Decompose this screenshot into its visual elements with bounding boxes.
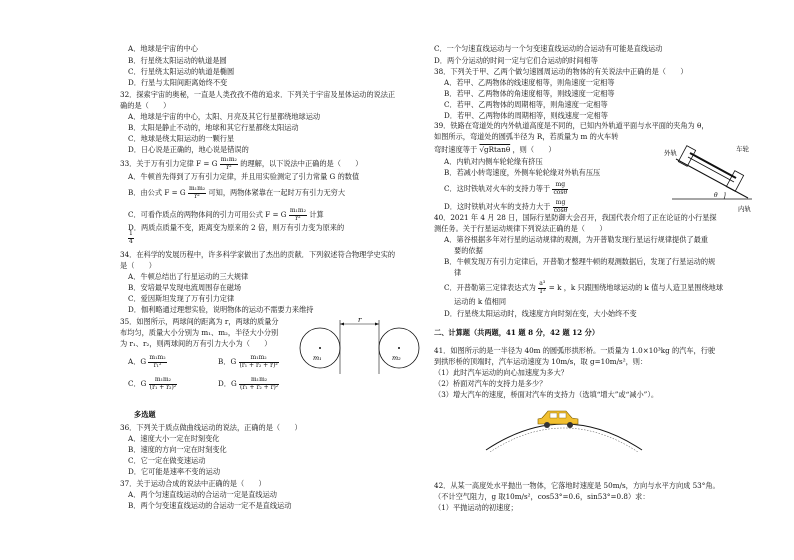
q38-option-c: C．若甲、乙两物体的周期相等，则角速度一定相等 xyxy=(444,100,608,109)
q33-stem-end: 的理解，以下说法中正确的是（ ） xyxy=(240,159,363,168)
q35-option-b: B．G $\frac{\text{m₁m₂}}{\text{(r₁ + r₂ + r)²}}$ xyxy=(218,354,278,369)
q35-stem-2: 布均匀，质量大小分别为 m₁、m₂，半径大小分别 xyxy=(120,328,279,337)
q40-option-a: A．第谷根据多年对行星的运动规律的观测，为开普勒发现行星运行规律提供了最重 xyxy=(444,235,708,244)
section-multiple-choice: 多选题 xyxy=(134,410,156,419)
q38-option-a: A．若甲、乙两物体的线速度相等，则角速度一定相等 xyxy=(444,78,615,87)
q32-stem-cont: 确的是（ ） xyxy=(120,101,171,110)
inner-rail-label: 内轨 xyxy=(738,205,751,213)
mass-2-label: m₂ xyxy=(392,354,401,362)
q33-option-b-end: 可知，两物体紧靠在一起时万有引力无穷大 xyxy=(208,188,346,197)
q32-option-a: A．地球是宇宙的中心，太阳、月亮及其它行星都绕地球运动 xyxy=(128,112,321,121)
q32-option-d: D．日心说是正确的，地心说是错误的 xyxy=(128,145,249,154)
q39-stem: 39．铁路在弯道处的内外轨道高度是不同的，已知内外轨道平面与水平面的夹角为 θ， xyxy=(434,121,709,130)
q41-sub-3: （3）增大汽车的速度，桥面对汽车的支持力（选填“增大”或“减小”）。 xyxy=(434,390,659,399)
q35-option-a: A．G $\frac{\text{m₁m₂}}{\text{r₁²}}$ xyxy=(128,354,166,369)
q41-sub-1: （1）此时汽车运动的向心加速度为多大？ xyxy=(434,368,568,377)
q35-option-a-label: A．G xyxy=(128,357,147,366)
q37-option-a: A．两个匀速直线运动的合运动一定是直线运动 xyxy=(128,490,277,499)
q39-speed-formula: √gRtanθ xyxy=(479,145,511,154)
q38-stem: 38．下列关于甲、乙两个做匀速圆周运动的物体的有关说法中正确的是（ ） xyxy=(434,67,688,76)
q37-option-d: D．两个分运动的时间一定与它们合运动的时间相等 xyxy=(434,56,598,65)
q31-option-d: D．行星与太阳间距离始终不变 xyxy=(128,78,228,87)
q38-option-d: D．若甲、乙两物体的周期相等，则线速度一定相等 xyxy=(444,111,608,120)
wheel-label: 车轮 xyxy=(736,145,749,153)
q31-option-b: B．行星绕太阳运动的轨道是圆 xyxy=(128,56,227,65)
q40-stem-2: 测任务。关于行星运动规律下列说法正确的是（ ） xyxy=(434,224,607,233)
q36-option-b: B．速度的方向一定在时刻变化 xyxy=(128,445,227,454)
q39-option-c xyxy=(444,182,568,196)
q33-fraction: $\frac{\text{m₁m₂}}{\text{r²}}$ xyxy=(220,156,237,171)
q35-stem-3: 为 r₁、r₂，则两球间的万有引力大小为（ ） xyxy=(120,339,272,348)
q34-option-c: C．爱因斯坦发现了万有引力定律 xyxy=(128,294,235,303)
q33-option-b: B．由公式 F = G $\frac{\text{m₁m₂}}{\text{r²}}$ 可知，两物体紧靠在一起时万有引力无穷大 xyxy=(128,185,346,200)
q39-stem-3-end: ，则（ ） xyxy=(512,145,556,154)
q33-option-d-fraction xyxy=(128,231,134,245)
q42-sub-1: （1）平抛运动的初速度； xyxy=(434,503,518,512)
q37-option-c: C．一个匀速直线运动与一个匀变速直线运动的合运动有可能是直线运动 xyxy=(434,44,663,53)
q37-option-b: B．两个匀变速直线运动的合运动一定不是直线运动 xyxy=(128,501,292,510)
q39-option-d xyxy=(444,200,568,214)
q35-stem: 35．如图所示，两球间的距离为 r，两球的质量分 xyxy=(120,317,279,326)
q40-option-c-text: C．开普勒第三定律表达式为 xyxy=(444,283,536,292)
q42-stem: 42．从某一高度处水平抛出一物体，它落地时速度是 50m/s，方向与水平方向成 53°角。 xyxy=(434,481,720,490)
q34-option-b: B．安培最早发现电流周围存在磁场 xyxy=(128,283,242,292)
q35-option-b-label: B．G xyxy=(218,357,237,366)
q41-sub-2: （2）桥面对汽车的支持力是多少？ xyxy=(434,379,547,388)
q32-option-c: C．地球是绕太阳运动的一颗行星 xyxy=(128,134,235,143)
q40-option-c-end: ，k 只跟围绕地球运动的 k 值与人造卫星围绕地球 xyxy=(563,283,724,292)
q36-option-a: A．速度大小一定在时刻变化 xyxy=(128,434,220,443)
q39-stem-3-text: 弯时速度等于 xyxy=(434,145,478,154)
q40-stem: 40．2021 年 4 月 28 日，国际行星防御大会召开，我国代表介绍了正在论证的小行星探 xyxy=(434,213,717,222)
q37-stem: 37．关于运动合成的说法中正确的是（ ） xyxy=(120,479,266,488)
distance-label: r xyxy=(358,316,362,324)
q40-option-b-cont: 律 xyxy=(454,268,462,277)
q36-option-c: C．它一定在做变速运动 xyxy=(128,456,206,465)
frac-den: T² xyxy=(539,287,546,295)
q33-option-c-end: 计算 xyxy=(309,210,324,219)
q33-option-d: D．两质点质量不变，距离变为原来的 2 倍，则万有引力变为原来的 xyxy=(128,223,345,232)
frac-den: 4 xyxy=(129,237,133,245)
q33-option-a: A．牛顿首先得到了万有引力定律，并且用实验测定了引力常量 G 的数值 xyxy=(128,172,360,181)
q31-option-c: C．行星绕太阳运动的轨道是椭圆 xyxy=(128,67,235,76)
q35-option-c: C．G $\frac{\text{m₁m₂}}{\text{(r₁ + r₂)²}}$ xyxy=(128,376,177,391)
frac-num: mg xyxy=(553,200,569,208)
q40-option-b: B．牛顿发现万有引力定律后，开普勒才整理牛顿的观测数据后，发现了行星运动的规 xyxy=(444,257,716,266)
q40-option-a-cont: 要的依据 xyxy=(454,246,483,255)
section-calculation: 二、计算题（共两题，41 题 8 分，42 题 12 分） xyxy=(434,328,600,337)
q34-option-a: A．牛顿总结出了行星运动的三大规律 xyxy=(128,272,249,281)
q35-option-d-label: D．G xyxy=(218,379,237,388)
q32-stem: 32．探索宇宙的奥秘，一直是人类孜孜不倦的追求．下列关于宇宙及星体运动的说法正 xyxy=(120,90,396,99)
q35-option-c-label: C．G xyxy=(128,379,147,388)
frac-den: cosθ xyxy=(553,206,568,214)
q33-option-c: C．可看作质点的两物体间的引力可用公式 F = G $\frac{\text{m₁m₂}}{\text{r²}}$ 计算 xyxy=(128,207,324,222)
q36-option-d: D．它可能是速率不变的运动 xyxy=(128,467,221,476)
q36-stem: 36．下列关于质点做曲线运动的说法，正确的是（ ） xyxy=(120,423,302,432)
two-spheres-figure xyxy=(298,316,422,376)
q33-option-c-text: C．可看作质点的两物体间的引力可用公式 xyxy=(128,210,263,219)
outer-rail-label: 外轨 xyxy=(664,149,677,157)
q39-option-b: B．若减小转弯速度，外侧车轮轮缘对外轨有压压 xyxy=(444,168,601,177)
arch-bridge-figure xyxy=(484,396,644,452)
frac-den: cosθ xyxy=(553,188,568,196)
angle-theta-label: θ xyxy=(714,192,718,199)
q31-option-a: A．地球是宇宙的中心 xyxy=(128,44,198,53)
q33-formula: F = G xyxy=(196,159,218,168)
q34-stem-cont: 是（ ） xyxy=(120,261,156,270)
q42-stem-2: （不计空气阻力，g 取10m/s²，cos53°=0.6，sin53°=0.8）求： xyxy=(434,492,650,501)
q40-option-c: C．开普勒第三定律表达式为 $\frac{\text{a³}}{\text{T²}}$ = k ，k 只跟围绕地球运动的 k 值与人造卫星围绕地球 xyxy=(444,280,724,295)
q41-stem: 41．如图所示的是一半径为 40m 的圆弧形拱形桥。一质量为 1.0×10³kg 的汽车，行驶 xyxy=(434,346,716,355)
q33-stem-text: 33．关于万有引力定律 xyxy=(120,159,194,168)
q38-option-b: B．若甲、乙两物体的角速度相等，则线速度一定相等 xyxy=(444,89,615,98)
mass-1-label: m₁ xyxy=(313,354,322,362)
q39-option-d-text: D．这时铁轨对火车的支持力大于 xyxy=(444,202,551,211)
q39-stem-3 xyxy=(434,145,556,154)
q34-option-d: D．伽利略通过理想实验，说明物体的运动不需要力来维持 xyxy=(128,305,314,314)
frac-num: mg xyxy=(552,182,568,190)
q35-option-d: D．G $\frac{\text{m₁m₂}}{\text{(r₁ + r₂ + r)²}}$ xyxy=(218,376,279,391)
frac-num: 1 xyxy=(129,230,133,237)
q33-stem xyxy=(120,157,362,171)
q40-option-c-cont: 运动的 k 值相同 xyxy=(454,297,507,306)
railway-curve-figure xyxy=(664,135,758,215)
q41-stem-2: 到拱形桥的顶端时，汽车运动速度为 10m/s，取 g=10m/s²，则： xyxy=(434,357,648,366)
q39-option-a: A．内轨对内侧车轮轮缘有挤压 xyxy=(444,157,543,166)
q40-option-d: D．行星绕太阳运动时，线速度方向时刻在变，大小始终不变 xyxy=(444,309,637,318)
frac-num: a³ xyxy=(539,280,546,287)
q34-stem: 34．在科学的发展历程中，许多科学家做出了杰出的贡献．下列叙述符合物理学史实的 xyxy=(120,250,396,259)
q39-stem-2: 如图所示，弯道处的圆弧半径为 R，若质量为 m 的火车转 xyxy=(434,132,619,141)
q39-option-c-text: C．这时铁轨对火车的支持力等于 xyxy=(444,184,551,193)
q32-option-b: B．太阳是静止不动的，地球和其它行星都绕太阳运动 xyxy=(128,123,299,132)
q33-option-b-text: B．由公式 xyxy=(128,188,163,197)
